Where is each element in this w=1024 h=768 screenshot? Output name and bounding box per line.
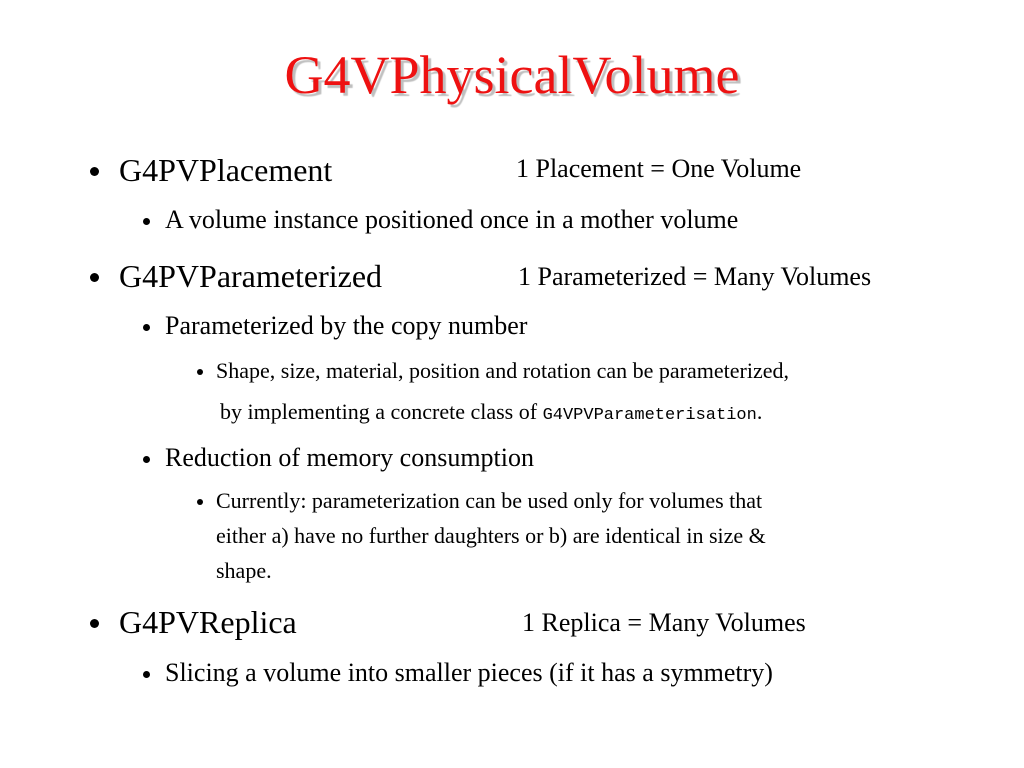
sub-item-text: Slicing a volume into smaller pieces (if it has a symmetry) — [165, 658, 773, 687]
bullet-dot — [143, 671, 150, 678]
sub-sub-item-line1: Currently: parameterization can be used only for volumes that — [216, 488, 763, 513]
sub-sub-item-line2-prefix: by implementing a concrete class of — [220, 399, 543, 424]
bullet-dot — [197, 499, 203, 505]
class-name-code: G4VPVParameterisation — [542, 406, 757, 425]
sub-sub-item-currently — [216, 488, 762, 514]
bullet-dot — [90, 167, 99, 176]
bullet-dot — [143, 456, 150, 463]
sub-item-copy-number — [165, 311, 527, 341]
item-label-placement: G4PVPlacement — [119, 152, 333, 188]
bullet-item-placement — [119, 152, 332, 188]
item-label-parameterized: G4PVParameterized — [119, 258, 383, 294]
bullet-item-parameterized — [119, 258, 382, 294]
item-aside-parameterized: 1 Parameterized = Many Volumes — [518, 262, 872, 291]
sub-item-placement-desc — [165, 205, 738, 235]
bullet-dot — [197, 369, 203, 375]
item-label-replica: G4PVReplica — [119, 604, 297, 640]
item-aside-placement: 1 Placement = One Volume — [516, 154, 802, 183]
bullet-item-replica — [119, 604, 297, 640]
item-aside-replica: 1 Replica = Many Volumes — [522, 608, 806, 637]
bullet-dot — [143, 218, 150, 225]
sub-sub-item-line2-suffix: . — [756, 399, 763, 424]
sub-item-memory — [165, 443, 534, 473]
sub-sub-item-line3: shape. — [216, 558, 272, 583]
sub-item-text: Reduction of memory consumption — [165, 443, 535, 472]
bullet-dot — [143, 324, 150, 331]
sub-sub-item-continuation — [220, 399, 762, 429]
slide-title: G4VPhysicalVolume — [284, 45, 740, 105]
bullet-dot — [90, 273, 99, 282]
sub-item-text: Parameterized by the copy number — [165, 311, 528, 340]
sub-sub-item-line2: either a) have no further daughters or b) are identical in size & — [216, 523, 766, 548]
sub-item-slicing — [165, 658, 773, 688]
sub-sub-item-parameterizable — [216, 358, 789, 384]
sub-item-text: A volume instance positioned once in a mother volume — [165, 205, 739, 234]
bullet-dot — [90, 619, 99, 628]
sub-sub-item-line1: Shape, size, material, position and rotation can be parameterized, — [216, 358, 789, 383]
